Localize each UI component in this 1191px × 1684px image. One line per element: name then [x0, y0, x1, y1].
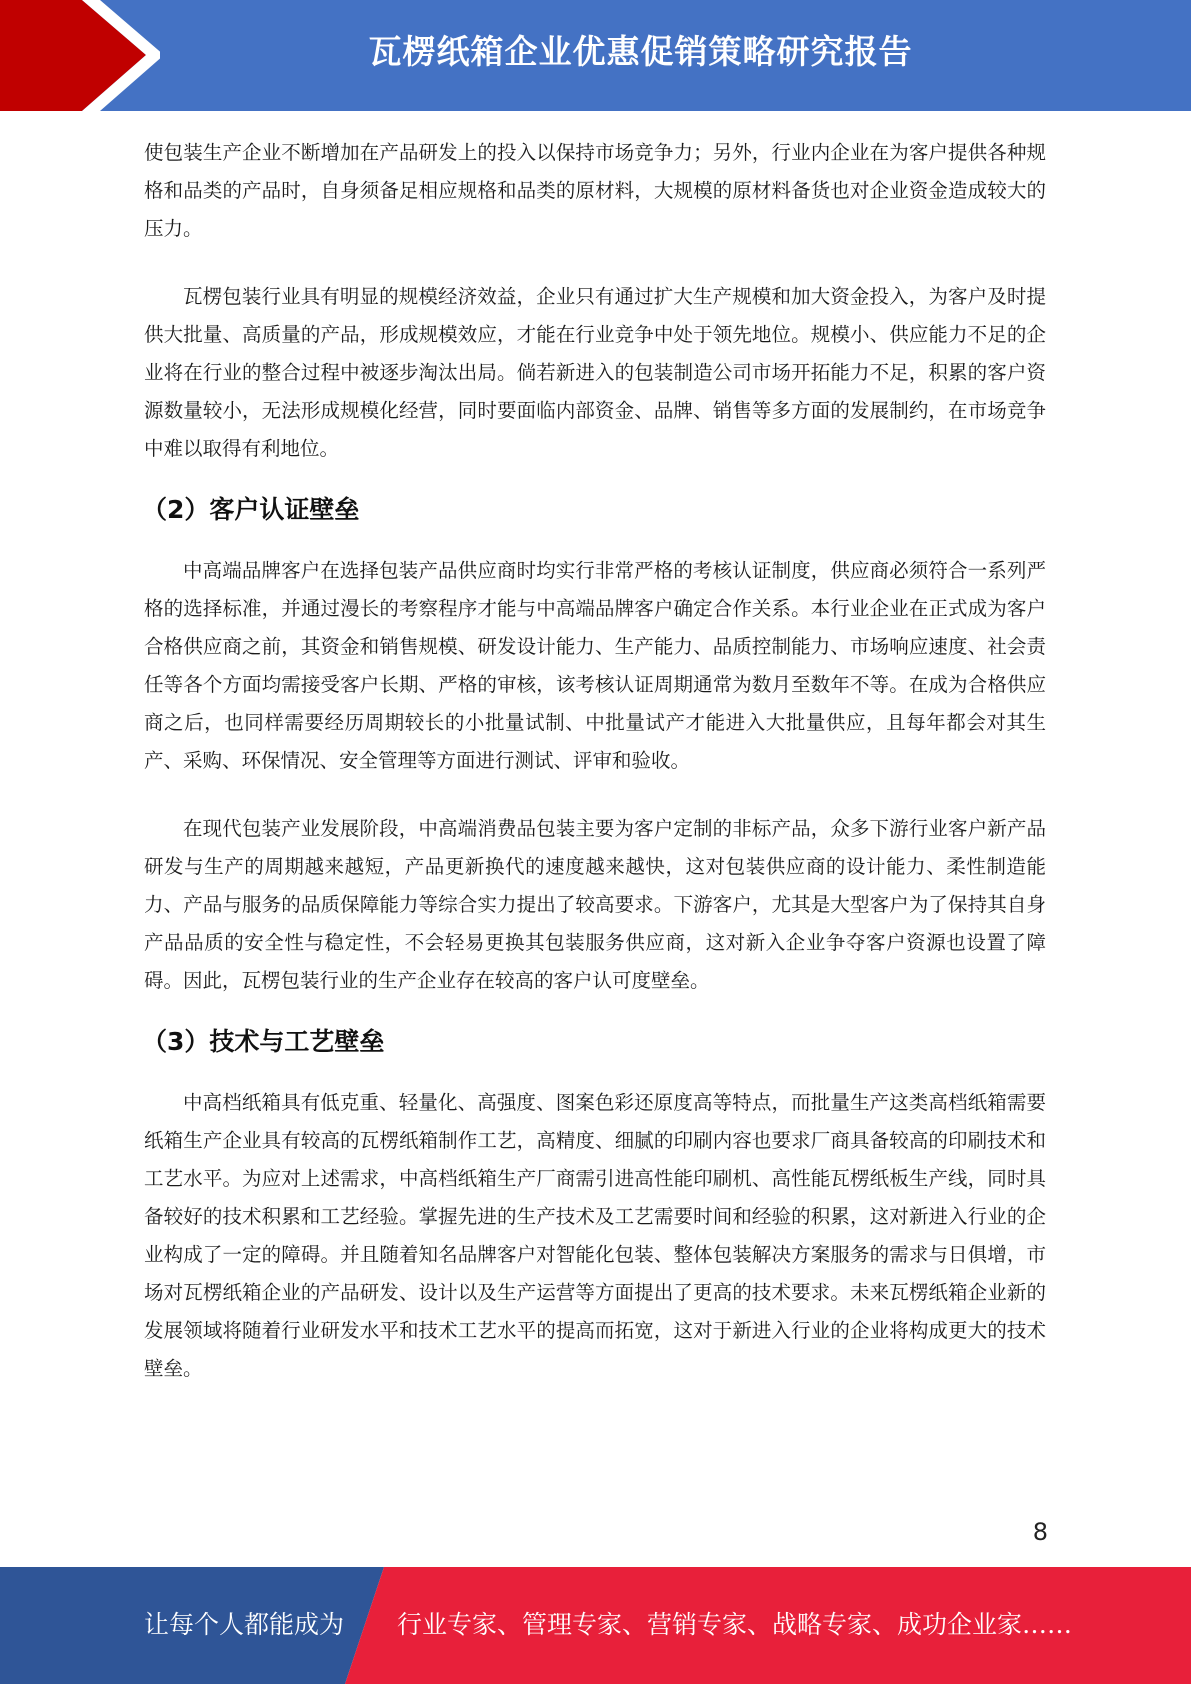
page-footer — [0, 1567, 1191, 1684]
paragraph-scale-economy: 瓦楞包装行业具有明显的规模经济效益，企业只有通过扩大生产规模和加大资金投入，为客户及时提供大批量、高质量的产品，形成规模效应，才能在行业竞争中处于领先地位。规模小、供应能力不足的企业将在行业的整合过程中被逐步淘汰出局。倘若新进入的包装制造公司市场开拓能力不足，积累的客户资源数量较小，无法形成规模化经营，同时要面临内部资金、品牌、销售等多方面的发展制约，在市场竞争中难以取得有利地位。 — [144, 285, 1046, 460]
paragraph-customer-recognition: 在现代包装产业发展阶段，中高端消费品包装主要为客户定制的非标产品，众多下游行业客户新产品研发与生产的周期越来越短，产品更新换代的速度越来越快，这对包装供应商的设计能力、柔性制造能力、产品与服务的品质保障能力等综合实力提出了较高要求。下游客户，尤其是大型客户为了保持其自身产品品质的安全性与稳定性，不会轻易更换其包装服务供应商，这对新入企业争夺客户资源也设置了障碍。因此，瓦楞包装行业的生产企业存在较高的客户认可度壁垒。 — [144, 817, 1046, 992]
page-number: 8 — [1032, 1518, 1048, 1546]
page-header — [0, 0, 1191, 111]
footer-slogan-left: 让每个人都能成为 — [144, 1610, 345, 1639]
header-red-block — [0, 0, 146, 111]
document-body — [144, 134, 1046, 1388]
paragraph-certification: 中高端品牌客户在选择包装产品供应商时均实行非常严格的考核认证制度，供应商必须符合一系列严格的选择标准，并通过漫长的考察程序才能与中高端品牌客户确定合作关系。本行业企业在正式成为客户合格供应商之前，其资金和销售规模、研发设计能力、生产能力、品质控制能力、市场响应速度、社会责任等各个方面均需接受客户长期、严格的审核，该考核认证周期通常为数月至数年不等。在成为合格供应商之后，也同样需要经历周期较长的小批量试制、中批量试产才能进入大批量供应，且每年都会对其生产、采购、环保情况、安全管理等方面进行测试、评审和验收。 — [144, 559, 1046, 772]
section-heading-customer-certification: （2）客户认证壁垒 — [142, 495, 360, 524]
section-heading-technology-barrier: （3）技术与工艺壁垒 — [142, 1027, 385, 1056]
header-chevron-decoration — [0, 0, 160, 111]
report-title: 瓦楞纸箱企业优惠促销策略研究报告 — [368, 32, 913, 71]
paragraph-technology: 中高档纸箱具有低克重、轻量化、高强度、图案色彩还原度高等特点，而批量生产这类高档纸箱需要纸箱生产企业具有较高的瓦楞纸箱制作工艺，高精度、细腻的印刷内容也要求厂商具备较高的印刷技术和工艺水平。为应对上述需求，中高档纸箱生产厂商需引进高性能印刷机、高性能瓦楞纸板生产线，同时具备较好的技术积累和工艺经验。掌握先进的生产技术及工艺需要时间和经验的积累，这对新进入行业的企业构成了一定的障碍。并且随着知名品牌客户对智能化包装、整体包装解决方案服务的需求与日俱增，市场对瓦楞纸箱企业的产品研发、设计以及生产运营等方面提出了更高的技术要求。未来瓦楞纸箱企业新的发展领域将随着行业研发水平和技术工艺水平的提高而拓宽，这对于新进入行业的企业将构成更大的技术壁垒。 — [144, 1091, 1046, 1380]
paragraph-continued: 使包装生产企业不断增加在产品研发上的投入以保持市场竞争力；另外，行业内企业在为客户提供各种规格和品类的产品时，自身须备足相应规格和品类的原材料，大规模的原材料备货也对企业资金造成较大的压力。 — [144, 141, 1046, 240]
footer-slogan-right: 行业专家、管理专家、营销专家、战略专家、成功企业家…… — [397, 1610, 1073, 1639]
